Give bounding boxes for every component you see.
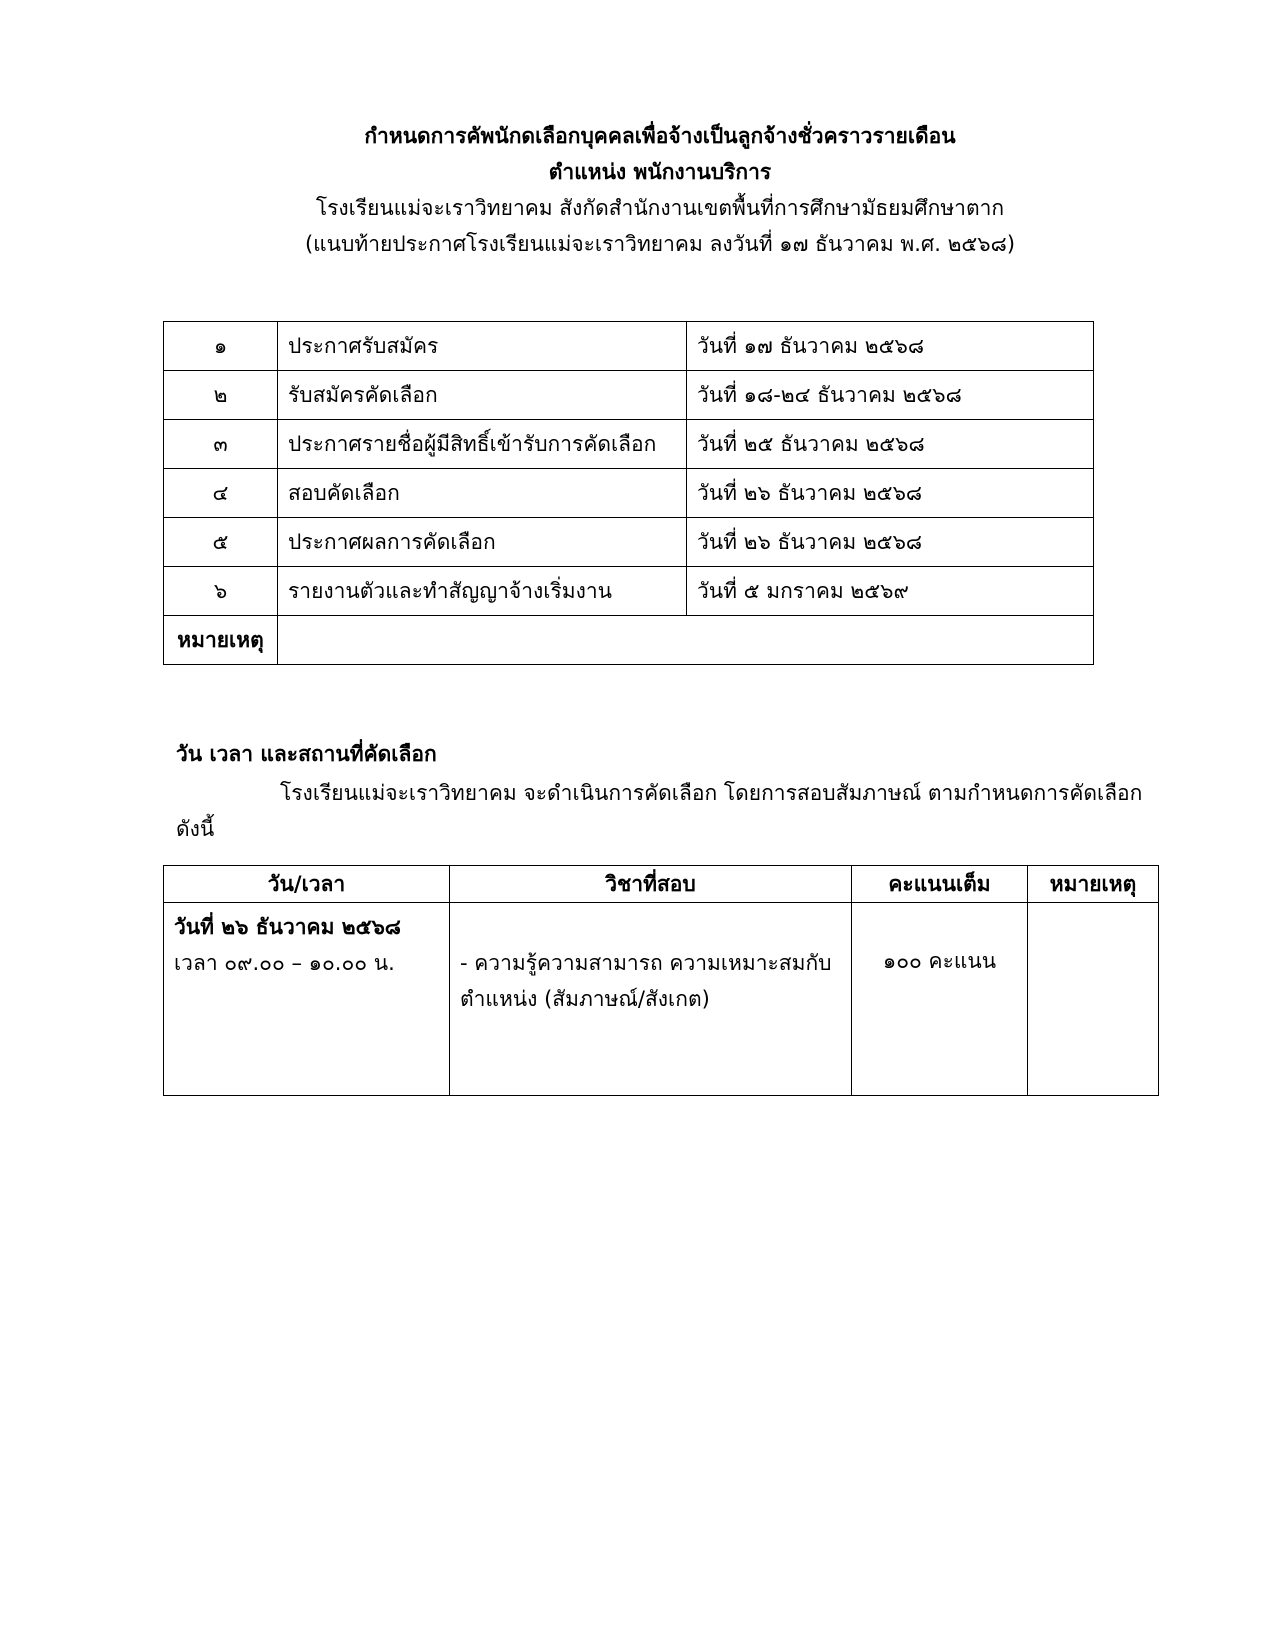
exam-datetime-cell — [164, 903, 450, 1096]
schedule-date: วันที่ ๒๕ ธันวาคม ๒๕๖๘ — [687, 420, 1094, 469]
column-header-subject: วิชาที่สอบ — [450, 866, 852, 903]
document-title: กำหนดการคัพนักดเลือกบุคคลเพื่อจ้างเป็นลูกจ้างชั่วคราวรายเดือน — [364, 124, 956, 148]
schedule-date: วันที่ ๒๖ ธันวาคม ๒๕๖๘ — [687, 469, 1094, 518]
announcement-reference: (แนบท้ายประกาศโรงเรียนแม่จะเราวิทยาคม ลงวันที่ ๑๗ ธันวาคม พ.ศ. ๒๕๖๘) — [304, 232, 1016, 256]
schedule-event: ประกาศรายชื่อผู้มีสิทธิ์เข้ารับการคัดเลือก — [278, 420, 687, 469]
schedule-date: วันที่ ๑๘-๒๔ ธันวาคม ๒๕๖๘ — [687, 371, 1094, 420]
schedule-number: ๔ — [164, 469, 278, 518]
schedule-date: วันที่ ๒๖ ธันวาคม ๒๕๖๘ — [687, 518, 1094, 567]
table-row — [164, 903, 1159, 1096]
schedule-event: สอบคัดเลือก — [278, 469, 687, 518]
schedule-number: ๑ — [164, 322, 278, 371]
position-title: ตำแหน่ง พนักงานบริการ — [548, 160, 772, 184]
table-row-remark — [164, 616, 1094, 665]
schedule-number: ๓ — [164, 420, 278, 469]
remark-cell — [278, 616, 1094, 665]
remark-label: หมายเหตุ — [164, 616, 278, 665]
exam-time: เวลา ๐๙.๐๐ – ๑๐.๐๐ น. — [174, 951, 395, 975]
document-title-block — [160, 118, 1160, 262]
schedule-number: ๒ — [164, 371, 278, 420]
schedule-event: ประกาศรับสมัคร — [278, 322, 687, 371]
schedule-event: รับสมัครคัดเลือก — [278, 371, 687, 420]
exam-subject: - ความรู้ความสามารถ ความเหมาะสมกับตำแหน่ง (สัมภาษณ์/สังเกต) — [450, 903, 852, 1096]
exam-header-row — [164, 866, 1159, 903]
exam-table — [163, 865, 1159, 1096]
table-row — [164, 469, 1094, 518]
selection-paragraph-line: โรงเรียนแม่จะเราวิทยาคม จะดำเนินการคัดเลือก โดยการสอบสัมภาษณ์ ตามกำหนดการคัดเลือก — [280, 781, 1143, 805]
selection-paragraph — [176, 775, 1156, 847]
column-header-score: คะแนนเต็ม — [852, 866, 1028, 903]
exam-date: วันที่ ๒๖ ธันวาคม ๒๕๖๘ — [174, 915, 402, 939]
table-row — [164, 567, 1094, 616]
table-row — [164, 420, 1094, 469]
selection-heading: วัน เวลา และสถานที่คัดเลือก — [176, 742, 437, 766]
column-header-datetime: วัน/เวลา — [164, 866, 450, 903]
schedule-event: รายงานตัวและทำสัญญาจ้างเริ่มงาน — [278, 567, 687, 616]
table-row — [164, 518, 1094, 567]
table-row — [164, 322, 1094, 371]
schedule-date: วันที่ ๕ มกราคม ๒๕๖๙ — [687, 567, 1094, 616]
column-header-remark: หมายเหตุ — [1028, 866, 1159, 903]
schedule-event: ประกาศผลการคัดเลือก — [278, 518, 687, 567]
table-row — [164, 371, 1094, 420]
exam-remark — [1028, 903, 1159, 1096]
school-affiliation: โรงเรียนแม่จะเราวิทยาคม สังกัดสำนักงานเขตพื้นที่การศึกษามัธยมศึกษาตาก — [315, 196, 1005, 220]
schedule-table — [163, 321, 1094, 665]
schedule-date: วันที่ ๑๗ ธันวาคม ๒๕๖๘ — [687, 322, 1094, 371]
schedule-number: ๖ — [164, 567, 278, 616]
schedule-number: ๕ — [164, 518, 278, 567]
exam-score: ๑๐๐ คะแนน — [852, 903, 1028, 1096]
selection-paragraph-line: ดังนี้ — [176, 817, 215, 841]
